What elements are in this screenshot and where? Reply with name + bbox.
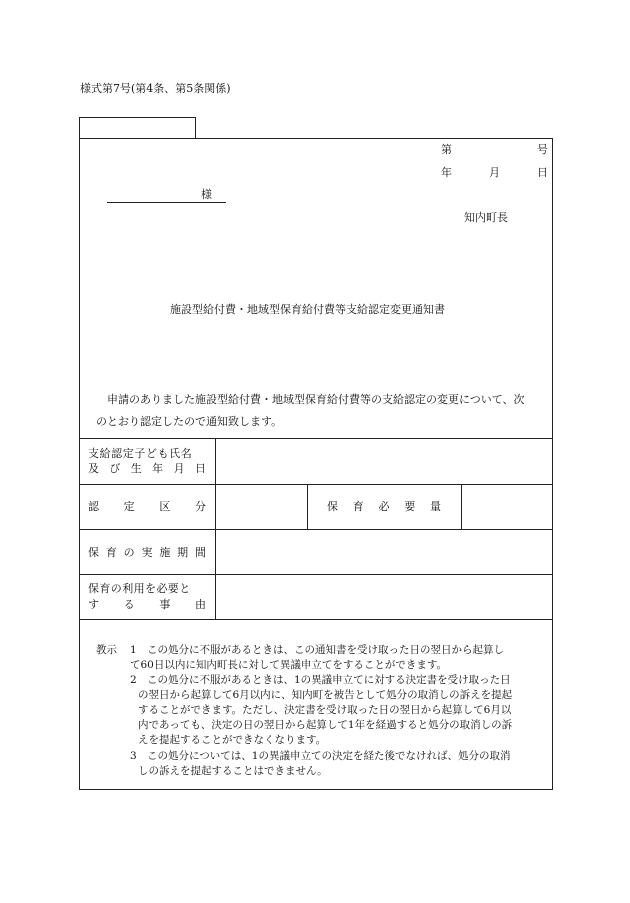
label-birthdate: 及 び 生 年 月 日	[88, 462, 206, 475]
notice-item-line: この処分に不服があるときは、この通知書を受け取った日の翌日から起算し	[147, 644, 504, 656]
document-title: 施設型給付費・地域型保育給付費等支給認定変更通知書	[170, 303, 445, 316]
childcare-period-value[interactable]	[216, 530, 552, 574]
number-dai: 第	[441, 143, 452, 156]
reference-box	[79, 117, 196, 139]
childcare-need-amount-value[interactable]	[462, 485, 552, 529]
notice-item-line: この処分については、1の異議申立ての決定を経た後でなければ、処分の取消	[147, 750, 511, 762]
number-go: 号	[537, 143, 548, 156]
notice-item-line: しの訴えを提起することはできません。	[138, 765, 328, 777]
notice-item-number: 3	[130, 750, 137, 762]
date-day: 日	[537, 166, 548, 179]
label-childcare-need-amount: 保 育 必 要 量	[327, 500, 441, 513]
date-month: 月	[489, 166, 500, 179]
label-reason-cont: す る 事 由	[88, 598, 206, 611]
notice-heading: 教示	[96, 644, 117, 656]
table-bottom-rule	[79, 619, 553, 620]
table-cell-divider	[307, 484, 308, 529]
label-certification-category: 認 定 区 分	[88, 500, 206, 513]
notice-item-line: この処分に不服があるときは、1の異議申立てに対する決定書を受け取った日	[147, 674, 511, 686]
child-name-value[interactable]	[216, 439, 552, 484]
addressee-honorific: 様	[201, 188, 212, 201]
certification-category-value[interactable]	[216, 485, 307, 529]
notice-item-line: 内であっても、決定の日の翌日から起算して1年を経過すると処分の取消しの訴	[138, 719, 513, 731]
notice-item-number: 1	[130, 644, 137, 656]
label-child-name: 支給認定子ども氏名	[88, 447, 193, 460]
date-year: 年	[441, 166, 452, 179]
reason-value[interactable]	[216, 575, 552, 619]
body-line-2: のとおり認定したので通知致します。	[96, 415, 283, 428]
notice-item-line: えを提起することができなくなります。	[138, 734, 327, 746]
notice-item-line: て60日以内に知内町長に対して異議申立てをすることができます。	[130, 659, 448, 671]
notice-item-number: 2	[130, 674, 137, 686]
notice-item-line: の翌日から起算して6月以内に、知内町を被告として処分の取消しの訴えを提起	[138, 689, 513, 701]
label-childcare-period: 保 育 の 実 施 期 間	[88, 546, 206, 559]
issuer: 知内町長	[464, 211, 508, 224]
label-reason: 保育の利用を必要と	[88, 582, 191, 595]
body-line-1: 申請のありました施設型給付費・地域型保育給付費等の支給認定の変更について、次	[107, 393, 525, 406]
notice-item-line: することができます。ただし、決定書を受け取った日の翌日から起算して6月以	[138, 704, 512, 716]
form-number: 様式第7号(第4条、第5条関係)	[80, 82, 231, 95]
addressee-line	[107, 202, 226, 203]
